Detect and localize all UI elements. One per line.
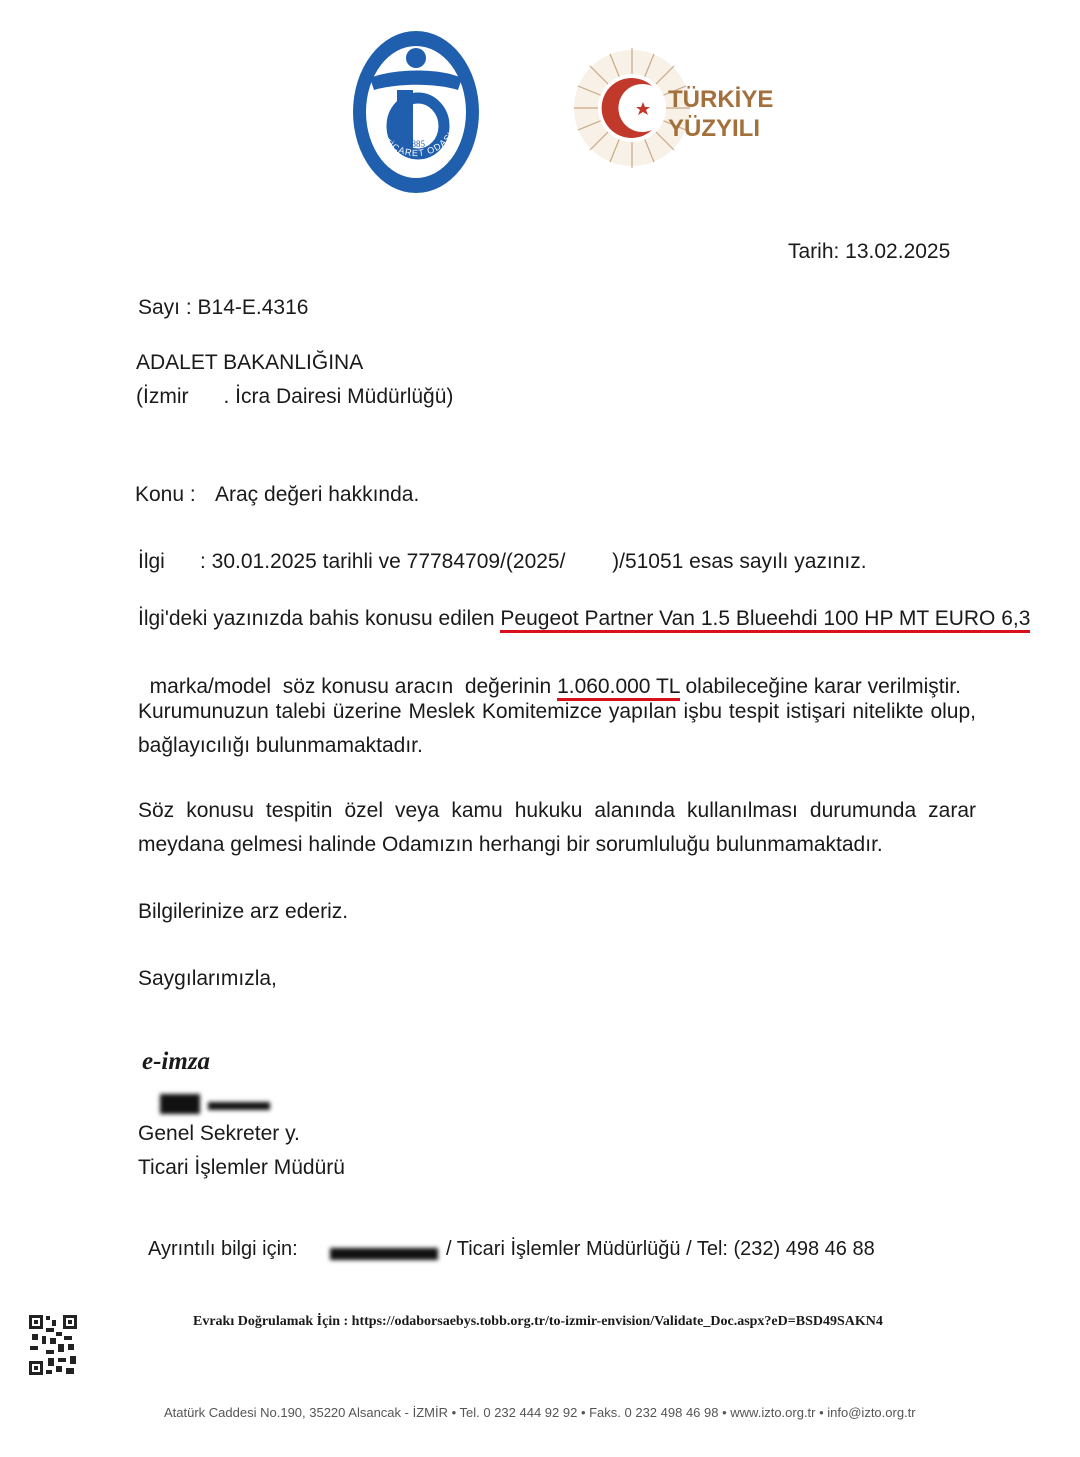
footer-address: Atatürk Caddesi No.190, 35220 Alsancak - İZMİR • Tel. 0 232 444 92 92 • Faks. 0 232 498 46 98 • www.izto.org.tr • info@izto.org.tr (164, 1405, 916, 1420)
e-imza-mark: e-imza (142, 1048, 211, 1075)
redacted-signature (160, 1088, 272, 1116)
contact-details: / Ticari İşlemler Müdürlüğü / Tel: (232) 498 46 88 (446, 1238, 875, 1260)
signatory-title2: Ticari İşlemler Müdürü (138, 1156, 345, 1179)
redacted-contact-name (330, 1238, 440, 1262)
konu-value: Araç değeri hakkında. (215, 483, 420, 506)
paragraph-2: Kurumunuzun talebi üzerine Meslek Komitemizce yapılan işbu tespit istişari nitelikte olup, bağlayıcılığı bulunmamaktadır. (138, 700, 976, 757)
document-date: Tarih: 13.02.2025 (788, 240, 951, 263)
izto-ring-text: İZMİR TİCARET ODASI (369, 111, 456, 159)
izto-year: 1885 (407, 139, 425, 149)
closing-line2: Saygılarımızla, (138, 967, 277, 990)
para1-post: olabileceğine karar verilmiştir. (679, 675, 961, 698)
paragraph-1-line1 (138, 602, 1030, 636)
ty-line2: YÜZYILI (668, 115, 761, 142)
addressee-line1: ADALET BAKANLIĞINA (136, 351, 364, 374)
addressee-line2: (İzmir . İcra Dairesi Müdürlüğü) (136, 385, 454, 408)
ilgi-label: İlgi (138, 550, 165, 573)
document-number: Sayı : B14-E.4316 (138, 296, 309, 319)
konu-label: Konu : (135, 483, 196, 506)
signatory-title1: Genel Sekreter y. (138, 1122, 300, 1145)
paragraph-3: Söz konusu tespitin özel veya kamu hukuku alanında kullanılması durumunda zarar meydana gelmesi halinde Odamızın herhangi bir sorumluluğu bulunmamaktadır. (138, 799, 976, 856)
turkiye-yuzyili-logo (568, 46, 788, 176)
paragraph-1-line2 (138, 636, 961, 704)
ty-line1: TÜRKİYE (668, 86, 774, 113)
vehicle-model: Peugeot Partner Van 1.5 Blueehdi 100 HP MT EURO 6,3 (500, 607, 1030, 633)
vehicle-value: 1.060.000 TL (557, 675, 680, 701)
izto-logo (350, 28, 482, 196)
qr-code (28, 1314, 78, 1376)
para1-pre: İlgi'deki yazınızda bahis konusu edilen (138, 607, 501, 630)
para1-mid: marka/model söz konusu aracın değerinin (149, 675, 558, 698)
ilgi-value: : 30.01.2025 tarihli ve 77784709/(2025/ )/51051 esas sayılı yazınız. (200, 550, 867, 573)
contact-label: Ayrıntılı bilgi için: (148, 1238, 298, 1260)
verification-link[interactable]: Evrakı Doğrulamak İçin : https://odaborsaebys.tobb.org.tr/to-izmir-envision/Validate_Doc.aspx?eD=BSD49SAKN4 (193, 1314, 883, 1329)
closing-line1: Bilgilerinize arz ederiz. (138, 900, 349, 923)
